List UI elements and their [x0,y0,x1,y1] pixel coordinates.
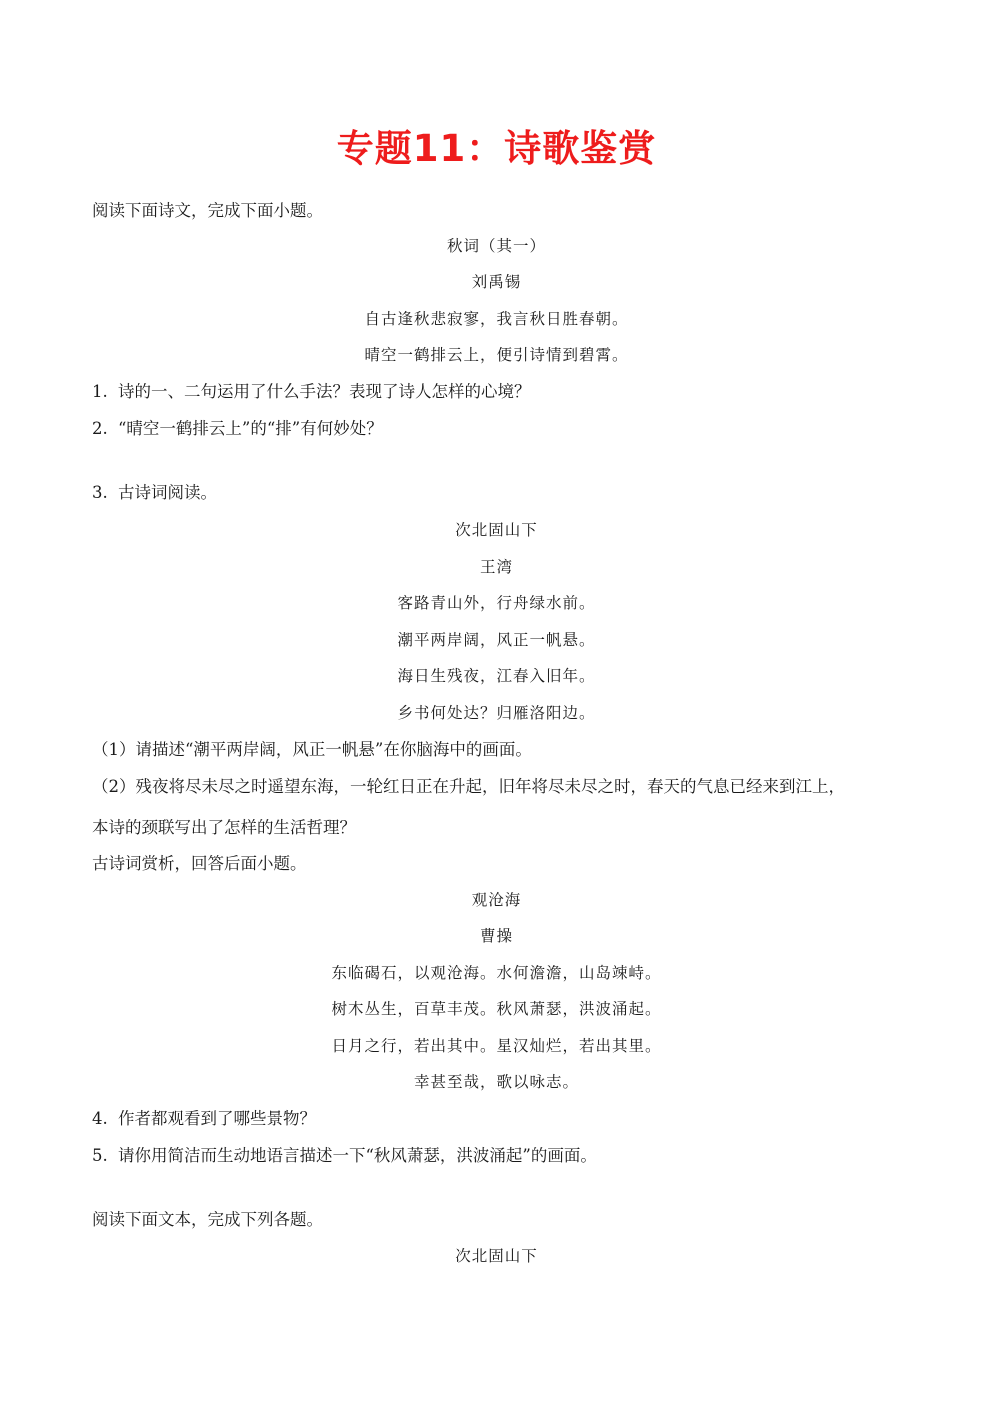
question-5-text: 请你用简洁而生动地语言描述一下“秋风萧瑟，洪波涌起”的画面。 [118,1146,597,1165]
poem1-title: 秋词（其一） [446,237,546,255]
poem2-title: 次北固山下 [455,521,538,539]
question-5 [92,1145,597,1167]
poem3-line-2: 树木丛生，百草丰茂。秋风萧瑟，洪波涌起。 [331,1000,662,1018]
poem2-author: 王湾 [479,558,513,576]
poem3-line-1: 东临碣石，以观沧海。水何澹澹，山岛竦峙。 [331,964,662,982]
poem3-author: 曹操 [479,927,513,945]
question-1 [92,381,531,403]
question-2 [92,418,383,440]
question-4 [92,1108,316,1130]
question-1-text: 诗的一、二句运用了什么手法？表现了诗人怎样的心境？ [118,382,531,401]
question-2-number: 2. [92,419,108,438]
poem1-line-1: 自古逢秋悲寂寥，我言秋日胜春朝。 [364,310,629,328]
subquestion-2-line-1: （2）残夜将尽未尽之时遥望东海，一轮红日正在升起，旧年将尽未尽之时，春天的气息已经来到江上， [92,777,845,796]
question-3 [92,482,217,504]
poem1-line-2: 晴空一鹤排云上，便引诗情到碧霄。 [364,346,629,364]
question-1-number: 1. [92,382,108,401]
question-3-text: 古诗词阅读。 [118,483,217,502]
poem2-line-1: 客路青山外，行舟绿水前。 [397,594,596,612]
question-4-number: 4. [92,1109,108,1128]
page-title: 专题11：诗歌鉴赏 [336,127,657,170]
poem3-line-4: 幸甚至哉，歌以咏志。 [413,1073,579,1091]
section3-intro: 古诗词赏析，回答后面小题。 [92,854,307,873]
poem1-author: 刘禹锡 [471,273,522,291]
poem2-line-4: 乡书何处达？归雁洛阳边。 [397,704,596,722]
question-2-text: “晴空一鹤排云上”的“排”有何妙处？ [118,419,383,438]
poem2-line-2: 潮平两岸阔，风正一帆悬。 [397,631,596,649]
subquestion-1: （1）请描述“潮平两岸阔，风正一帆悬”在你脑海中的画面。 [92,740,532,759]
poem2-line-3: 海日生残夜，江春入旧年。 [397,667,596,685]
question-4-text: 作者都观看到了哪些景物？ [118,1109,316,1128]
poem3-title: 观沧海 [471,891,522,909]
poem4-title: 次北固山下 [455,1247,538,1265]
section4-intro: 阅读下面文本，完成下列各题。 [92,1210,323,1229]
section1-intro: 阅读下面诗文，完成下面小题。 [92,201,323,220]
question-5-number: 5. [92,1146,108,1165]
poem3-line-3: 日月之行，若出其中。星汉灿烂，若出其里。 [331,1037,662,1055]
question-3-number: 3. [92,483,108,502]
subquestion-2-line-2: 本诗的颈联写出了怎样的生活哲理？ [92,818,356,837]
